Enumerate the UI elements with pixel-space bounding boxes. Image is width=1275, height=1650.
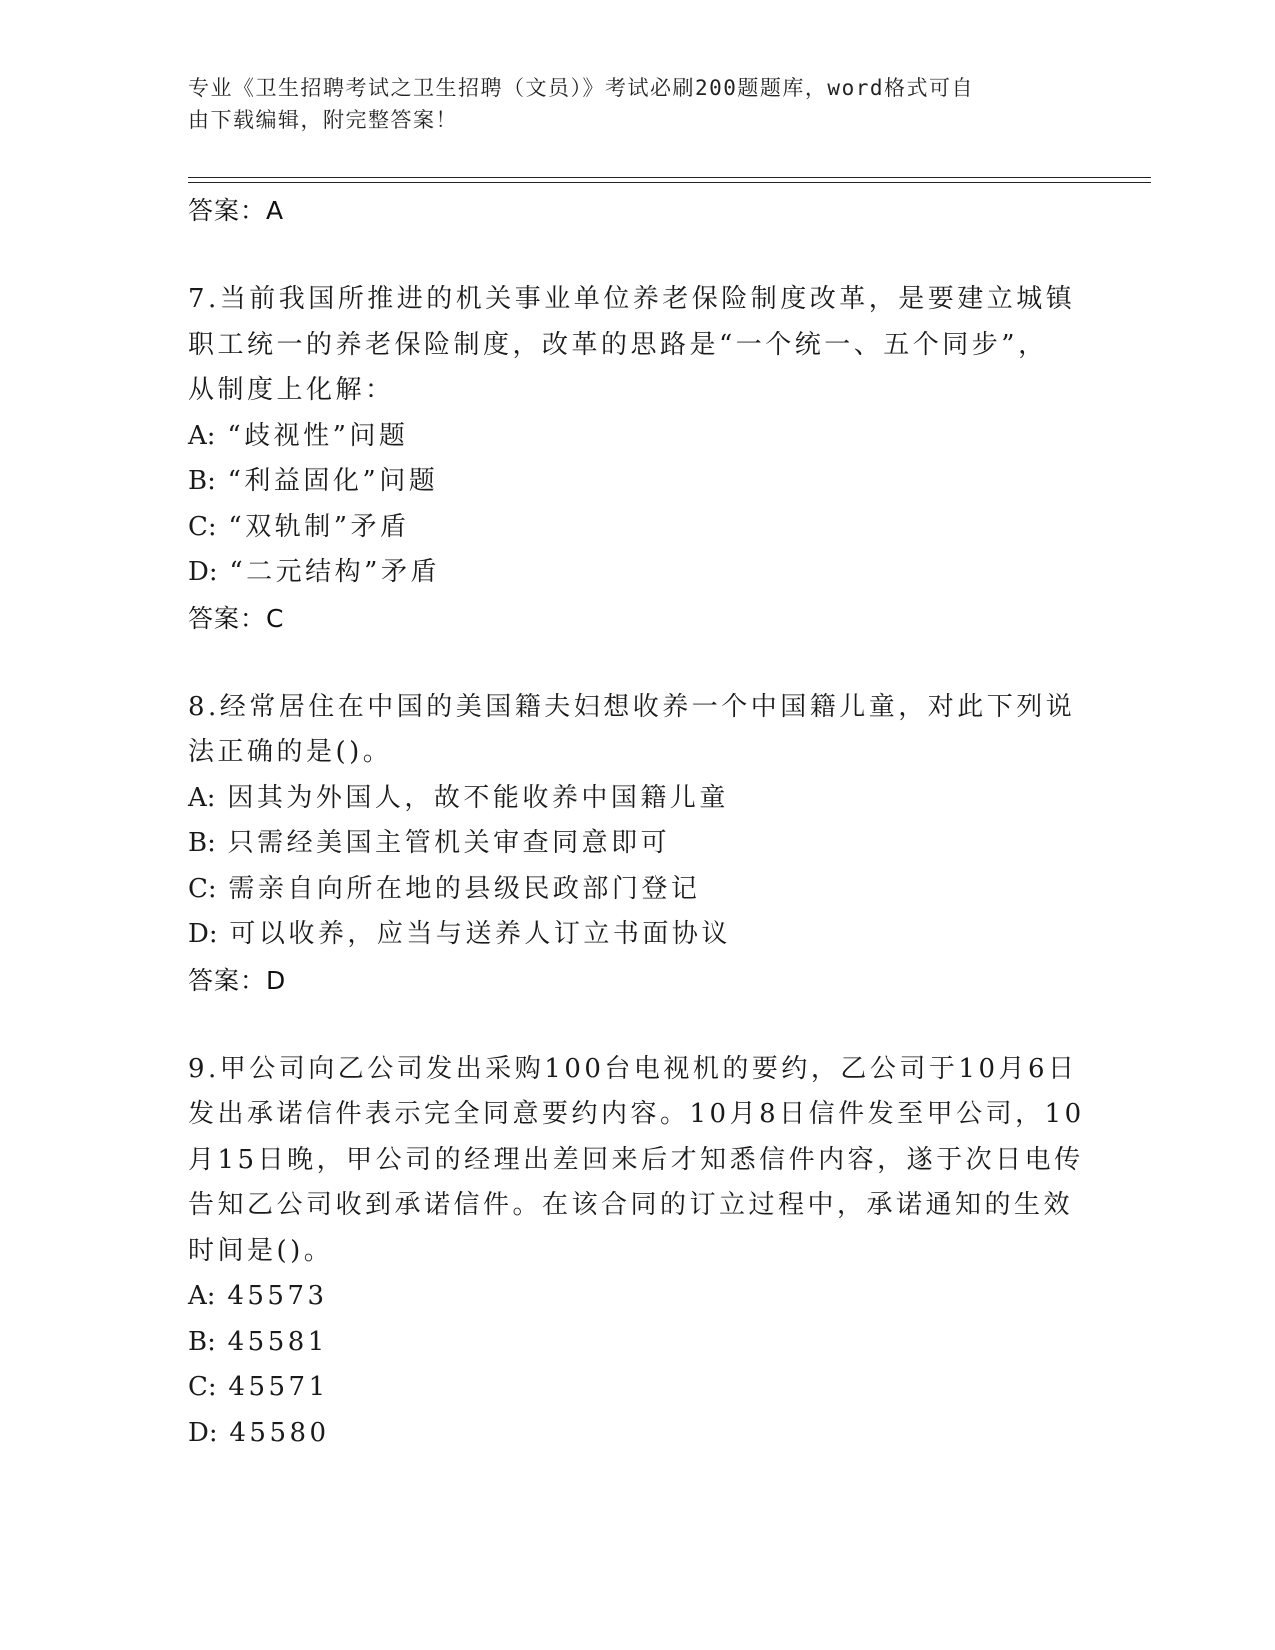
option-text: “二元结构”矛盾: [229, 557, 440, 587]
header-line-2: 由下载编辑，附完整答案！: [188, 108, 458, 132]
option-text: 需亲自向所在地的县级民政部门登记: [228, 873, 701, 904]
option-text: 可以收养，应当与送养人订立书面协议: [229, 919, 731, 949]
option-text: 45580: [229, 1417, 330, 1448]
option-key: D:: [188, 557, 218, 587]
question-7-option-a: [188, 414, 1088, 460]
question-8-option-a: [188, 776, 1088, 822]
option-key: B:: [188, 466, 216, 496]
spacer: [188, 233, 1088, 277]
question-9-option-c: [188, 1365, 1088, 1411]
option-key: D:: [188, 919, 218, 949]
option-key: C:: [188, 873, 217, 904]
question-9-stem-line-1: 9.甲公司向乙公司发出采购100台电视机的要约，乙公司于10月6日: [188, 1053, 1078, 1084]
option-key: A:: [188, 420, 216, 451]
spacer: [188, 1003, 1088, 1047]
question-9-stem-line-2: 发出承诺信件表示完全同意要约内容。10月8日信件发至甲公司，10: [188, 1099, 1085, 1129]
option-text: 45581: [227, 1326, 328, 1357]
question-7-option-d: [188, 550, 1088, 596]
option-key: B:: [188, 1326, 216, 1357]
answer-previous: 答案：A: [188, 196, 285, 225]
question-8-option-b: [188, 821, 1088, 867]
option-key: A:: [188, 1281, 216, 1311]
question-7-stem-line-1: 7.当前我国所推进的机关事业单位养老保险制度改革，是要建立城镇: [188, 284, 1076, 314]
option-key: D:: [188, 1417, 218, 1448]
option-text: “双轨制”矛盾: [228, 511, 410, 542]
question-9-stem-line-3: 月15日晚，甲公司的经理出差回来后才知悉信件内容，遂于次日电传: [188, 1144, 1084, 1175]
option-text: 45571: [228, 1372, 329, 1402]
question-7-answer: 答案：C: [188, 603, 285, 633]
question-7-stem-line-3: 从制度上化解：: [188, 375, 395, 405]
question-7-option-b: [188, 459, 1088, 505]
question-9-stem-line-5: 时间是()。: [188, 1235, 334, 1266]
option-text: “利益固化”问题: [227, 466, 439, 496]
question-9-option-d: [188, 1411, 1088, 1457]
question-content: [188, 188, 1088, 1456]
header-line-1: 专业《卫生招聘考试之卫生招聘（文员）》考试必刷200题题库，word格式可自: [188, 76, 974, 100]
option-text: 因其为外国人，故不能收养中国籍儿童: [227, 782, 729, 813]
question-9-stem-line-4: 告知乙公司收到承诺信件。在该合同的订立过程中，承诺通知的生效: [188, 1190, 1074, 1220]
question-8: [188, 685, 1088, 1003]
option-key: C:: [188, 511, 217, 542]
question-7-option-c: [188, 505, 1088, 551]
option-text: 45573: [227, 1281, 328, 1311]
question-9-option-a: [188, 1274, 1088, 1320]
question-8-option-d: [188, 912, 1088, 958]
option-text: 只需经美国主管机关审查同意即可: [227, 828, 671, 858]
question-8-option-c: [188, 867, 1088, 913]
question-8-answer: 答案：D: [188, 965, 287, 995]
option-key: B:: [188, 828, 216, 858]
question-9-option-b: [188, 1320, 1088, 1366]
header-divider-bottom: [188, 182, 1151, 183]
option-key: C:: [188, 1372, 217, 1402]
question-7-stem-line-2: 职工统一的养老保险制度，改革的思路是“一个统一、五个同步”，: [188, 329, 1048, 360]
question-9: [188, 1047, 1088, 1457]
header-divider-top: [188, 177, 1151, 178]
option-key: A:: [188, 782, 216, 813]
document-header: [188, 72, 1068, 136]
question-8-stem-line-1: 8.经常居住在中国的美国籍夫妇想收养一个中国籍儿童，对此下列说: [188, 691, 1076, 722]
question-7: [188, 277, 1088, 641]
spacer: [188, 641, 1088, 685]
option-text: “歧视性”问题: [227, 420, 409, 451]
question-8-stem-line-2: 法正确的是()。: [188, 737, 393, 767]
